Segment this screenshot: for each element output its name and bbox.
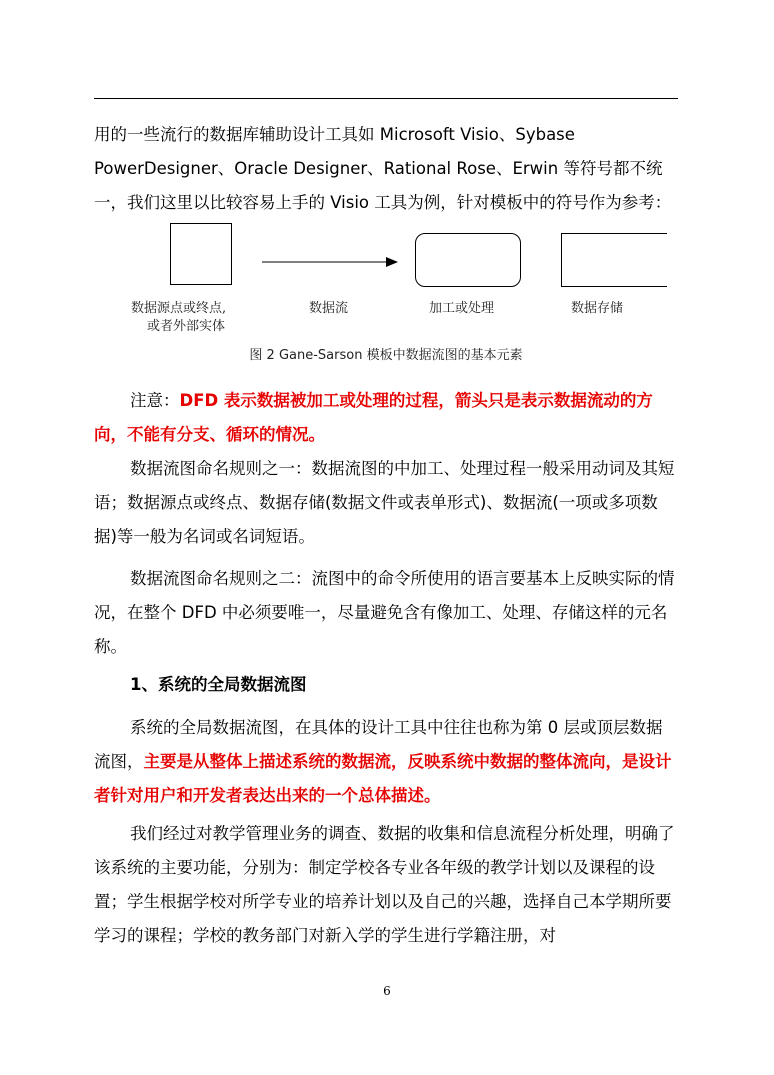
note-emphasis: DFD 表示数据被加工或处理的过程，箭头只是表示数据流动的方向，不能有分支、循环的情况。 [94,391,653,444]
global-dfd-normal: 系统的全局数据流图，在具体的设计工具中往往也称为第 0 层或顶层数据流图， [94,718,663,771]
intro-paragraph [94,118,678,220]
global-dfd-emphasis: 主要是从整体上描述系统的数据流，反映系统中数据的整体流向，是设计者针对用户和开发者表达出来的一个总体描述。 [94,752,672,805]
naming-rule-2: 数据流图命名规则之二：流图中的命令所使用的语言要基本上反映实际的情况，在整个 DFD 中必须要唯一，尽量避免含有像加工、处理、存储这样的元名称。 [94,569,675,656]
entity-label-line1: 数据源点或终点, [131,301,227,316]
intro-line-2: PowerDesigner、Oracle Designer、Rational Rose、Erwin 等符号都不统 [94,159,663,178]
figure-caption: 图 2 Gane-Sarson 模板中数据流图的基本元素 [249,348,523,363]
section-heading: 1、系统的全局数据流图 [130,675,307,694]
global-dfd-paragraph [94,711,678,813]
page-number: 6 [383,984,391,998]
naming-rule-1: 数据流图命名规则之一：数据流图的中加工、处理过程一般采用动词及其短语；数据源点或终点、数据存储(数据文件或表单形式)、数据流(一项或多项数据)等一般为名词或名词短语。 [94,459,675,546]
process-shape [415,233,521,287]
intro-line-3: 一，我们这里以比较容易上手的 Visio 工具为例，针对模板中的符号作为参考： [94,193,672,212]
flow-label: 数据流 [309,301,349,316]
note-prefix: 注意： [130,391,180,410]
entity-label-line2: 或者外部实体 [147,319,226,334]
data-store-shape [561,233,669,287]
store-label: 数据存储 [571,301,624,316]
note-paragraph [94,384,678,452]
analysis-paragraph: 我们经过对教学管理业务的调查、数据的收集和信息流程分析处理，明确了该系统的主要功能，分别为：制定学校各专业各年级的教学计划以及课程的设置；学生根据学校对所学专业的培养计划以及自己的兴趣，选择自己本学期所要学习的课程；学校的教务部门对新入学的学生进行学籍注册，对 [94,824,675,945]
intro-line-1: 用的一些流行的数据库辅助设计工具如 Microsoft Visio、Sybase [94,125,575,144]
header-rule [94,98,678,99]
process-label: 加工或处理 [429,301,495,316]
external-entity-shape [170,223,232,285]
data-flow-arrow-icon [262,254,402,270]
